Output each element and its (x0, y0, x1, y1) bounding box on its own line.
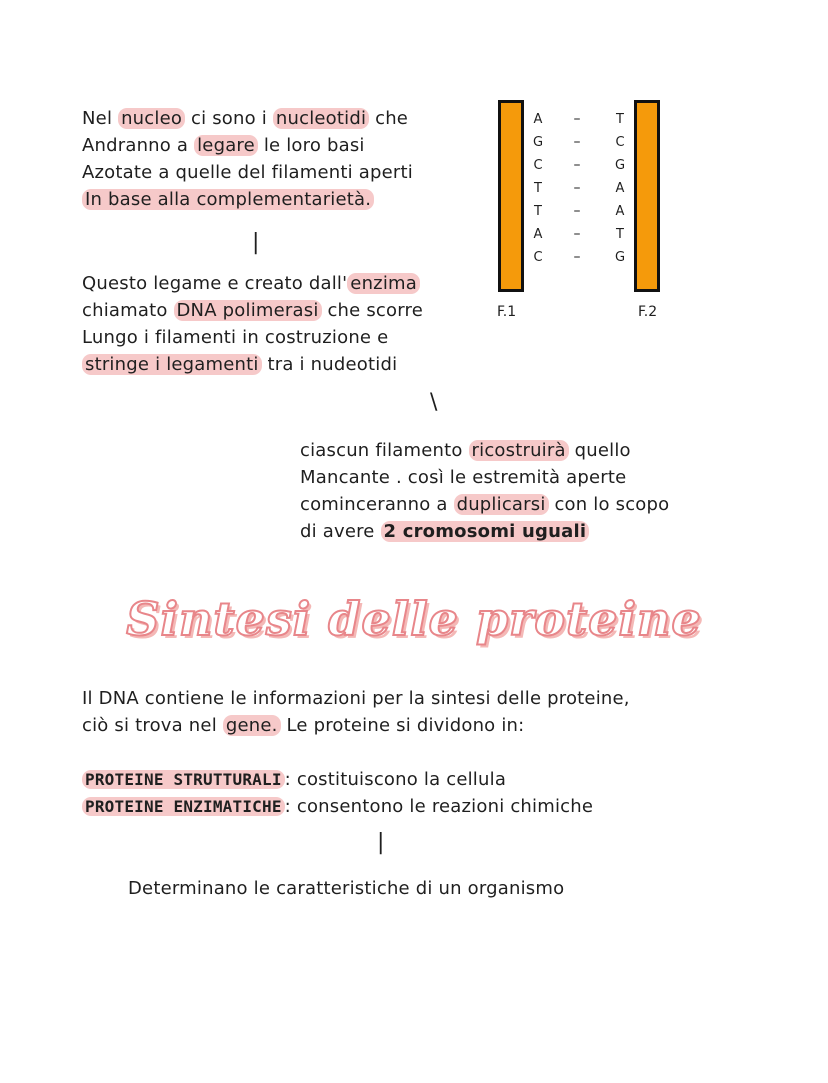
base-right: G (614, 250, 626, 265)
base-left: G (532, 135, 544, 150)
base-left: T (534, 204, 542, 219)
highlight-cromosomi: 2 cromosomi uguali (381, 521, 590, 542)
highlight-nucleotidi: nucleotidi (273, 108, 369, 129)
section-title: Sintesi delle proteine (126, 592, 702, 646)
base-right: G (614, 158, 626, 173)
base-right: A (615, 181, 625, 196)
highlight-complementarieta: In base alla complementarietà. (82, 189, 374, 210)
highlight-duplicarsi: duplicarsi (454, 494, 549, 515)
strand-f2 (634, 100, 660, 292)
base-left: A (533, 227, 543, 242)
highlight-enzimatiche: PROTEINE ENZIMATICHE (82, 797, 285, 816)
base-pair-bond: – (573, 226, 581, 242)
base-left: C (533, 158, 543, 173)
highlight-dna-polimerasi: DNA polimerasi (174, 300, 322, 321)
base-left: T (534, 181, 542, 196)
base-right: C (615, 135, 625, 150)
base-right: A (615, 204, 625, 219)
highlight-stringe: stringe i legamenti (82, 354, 262, 375)
para3-line1: ciascun filamento ricostruirà quello (300, 440, 631, 461)
highlight-legare: legare (194, 135, 258, 156)
base-pair-bond: – (573, 203, 581, 219)
para2-line1: Questo legame e creato dall' enzima (82, 273, 420, 294)
para2-line4: stringe i legamenti tra i nudeotidi (82, 354, 397, 375)
label-f2: F.2 (638, 304, 658, 320)
label-f1: F.1 (497, 304, 517, 320)
list-item-enzimatiche: PROTEINE ENZIMATICHE : consentono le reazioni chimiche (82, 796, 593, 817)
list-item-strutturali: PROTEINE STRUTTURALI : costituiscono la cellula (82, 769, 506, 790)
highlight-strutturali: PROTEINE STRUTTURALI (82, 770, 285, 789)
para3-line4: di avere 2 cromosomi uguali (300, 521, 589, 542)
para2-line2: chiamato DNA polimerasi che scorre (82, 300, 424, 321)
para1-line2: Andranno a legare le loro basi (82, 135, 365, 156)
connector-3: | (377, 830, 385, 855)
highlight-nucleo: nucleo (118, 108, 185, 129)
base-left: A (533, 112, 543, 127)
para2-line3: Lungo i filamenti in costruzione e (82, 327, 389, 348)
base-right: T (616, 112, 624, 127)
highlight-enzima: enzima (347, 273, 420, 294)
para3-line3: cominceranno a duplicarsi con lo scopo (300, 494, 670, 515)
base-pair-bond: – (573, 134, 581, 150)
strand-f1 (498, 100, 524, 292)
base-right: T (616, 227, 624, 242)
para1-line4 (82, 189, 374, 210)
para4-line1: Il DNA contiene le informazioni per la sintesi delle proteine, (82, 688, 630, 709)
connector-2: \ (430, 390, 438, 415)
conclusion: Determinano le caratteristiche di un organismo (128, 878, 565, 899)
para4-line2: ciò si trova nel gene. Le proteine si dividono in: (82, 715, 525, 736)
base-pair-bond: – (573, 180, 581, 196)
para1-line1: Nel nucleo ci sono i nucleotidi che (82, 108, 409, 129)
para3-line2: Mancante . così le estremità aperte (300, 467, 627, 488)
base-left: C (533, 250, 543, 265)
base-pair-bond: – (573, 111, 581, 127)
base-pair-bond: – (573, 157, 581, 173)
highlight-gene: gene. (223, 715, 281, 736)
highlight-ricostruira: ricostruirà (469, 440, 569, 461)
connector-1: | (252, 230, 260, 255)
base-pair-bond: – (573, 249, 581, 265)
para1-line3: Azotate a quelle del filamenti aperti (82, 162, 413, 183)
